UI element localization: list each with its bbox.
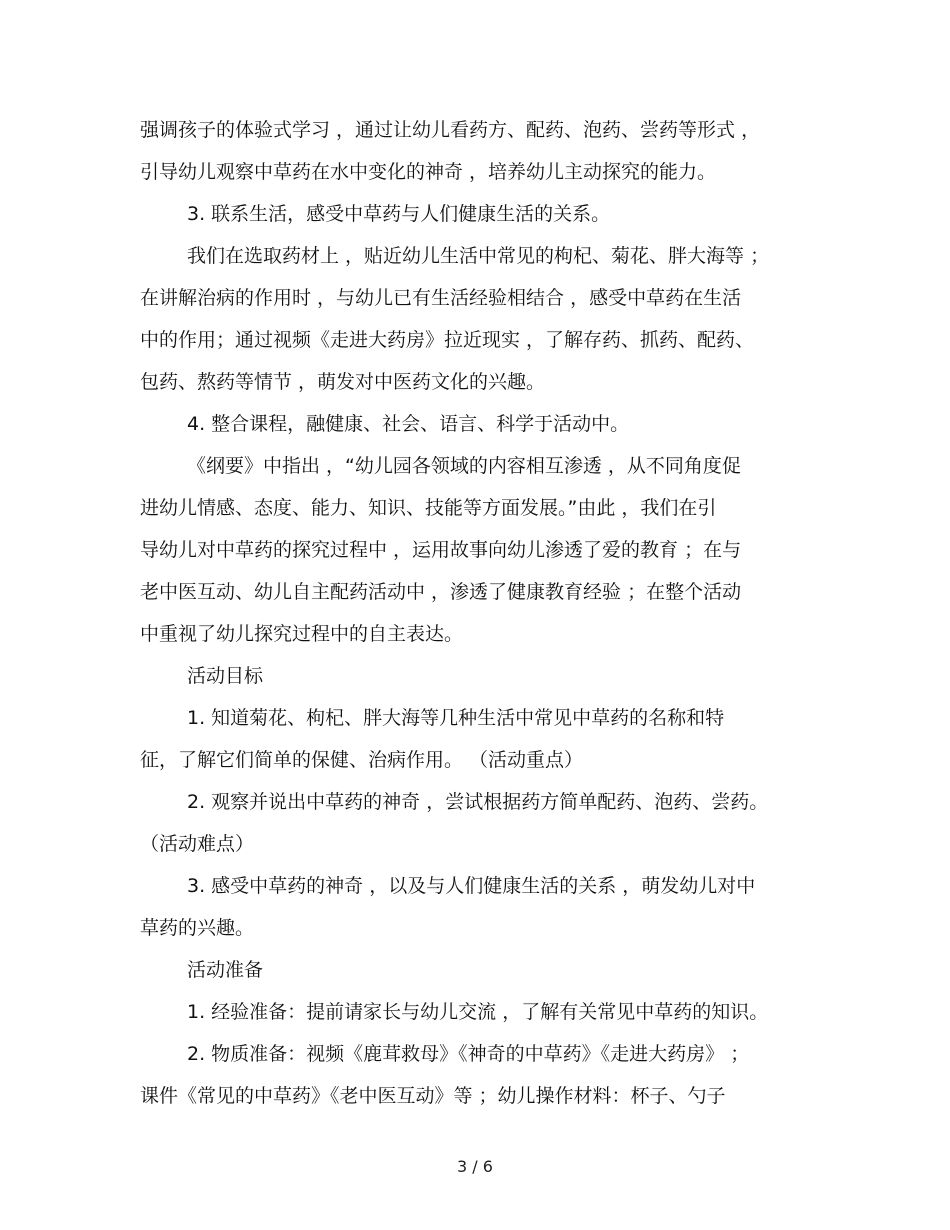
heading-activity-prep: 活动准备 [187, 959, 264, 981]
goal-item-3: 3. 感受中草药的神奇 ，以及与人们健康生活的关系 ，萌发幼儿对中 [187, 875, 756, 897]
body-line-2: 引导幼儿观察中草药在水中变化的神奇 ，培养幼儿主动探究的能力。 [140, 161, 717, 183]
body-line-12: 老中医互动、幼儿自主配药活动中 ，渗透了健康教育经验 ；在整个活动 [140, 581, 742, 603]
body-line-10: 进幼儿情感、态度、能力、知识、技能等方面发展。”由此 ，我们在引 [140, 497, 717, 519]
section-heading-4: 4. 整合课程，融健康、社会、语言、科学于活动中。 [187, 413, 630, 435]
body-line-4: 我们在选取药材上 ，贴近幼儿生活中常见的枸杞、菊花、胖大海等 ； [187, 245, 770, 267]
prep-item-1: 1. 经验准备：提前请家长与幼儿交流 ，了解有关常见中草药的知识。 [187, 1001, 769, 1023]
body-line-1: 强调孩子的体验式学习 ，通过让幼儿看药方、配药、泡药、尝药等形式 ， [140, 119, 761, 141]
goal-item-2-cont: （活动难点） [140, 833, 255, 855]
body-line-13: 中重视了幼儿探究过程中的自主表达。 [140, 623, 464, 645]
goal-item-3-cont: 草药的兴趣。 [140, 917, 255, 939]
goal-item-1: 1. 知道菊花、枸杞、胖大海等几种生活中常见中草药的名称和特 [187, 707, 725, 729]
section-heading-3: 3. 联系生活，感受中草药与人们健康生活的关系。 [187, 203, 611, 225]
body-line-11: 导幼儿对中草药的探究过程中 ，运用故事向幼儿渗透了爱的教育 ；在与 [140, 539, 742, 561]
prep-item-2-cont: 课件《常见的中草药》《老中医互动》等 ；幼儿操作材料：杯子、勺子 [140, 1085, 726, 1107]
body-line-7: 包药、熬药等情节 ，萌发对中医药文化的兴趣。 [140, 371, 546, 393]
prep-item-2: 2. 物质准备：视频《鹿茸救母》《神奇的中草药》《走进大药房》 ； [187, 1043, 750, 1065]
body-line-9: 《纲要》中指出 ，“幼儿园各领域的内容相互渗透 ，从不同角度促 [187, 455, 741, 477]
heading-activity-goals: 活动目标 [187, 665, 264, 687]
goal-item-2: 2. 观察并说出中草药的神奇 ，尝试根据药方简单配药、泡药、尝药。 [187, 791, 769, 813]
page-number: 3 / 6 [457, 1157, 493, 1176]
body-line-6: 中的作用；通过视频《走进大药房》拉近现实 ，了解存药、抓药、配药、 [140, 329, 755, 351]
body-line-5: 在讲解治病的作用时 ，与幼儿已有生活经验相结合 ，感受中草药在生活 [140, 287, 742, 309]
goal-item-1-cont: 征，了解它们简单的保健、治病作用。 （活动重点） [140, 749, 584, 771]
